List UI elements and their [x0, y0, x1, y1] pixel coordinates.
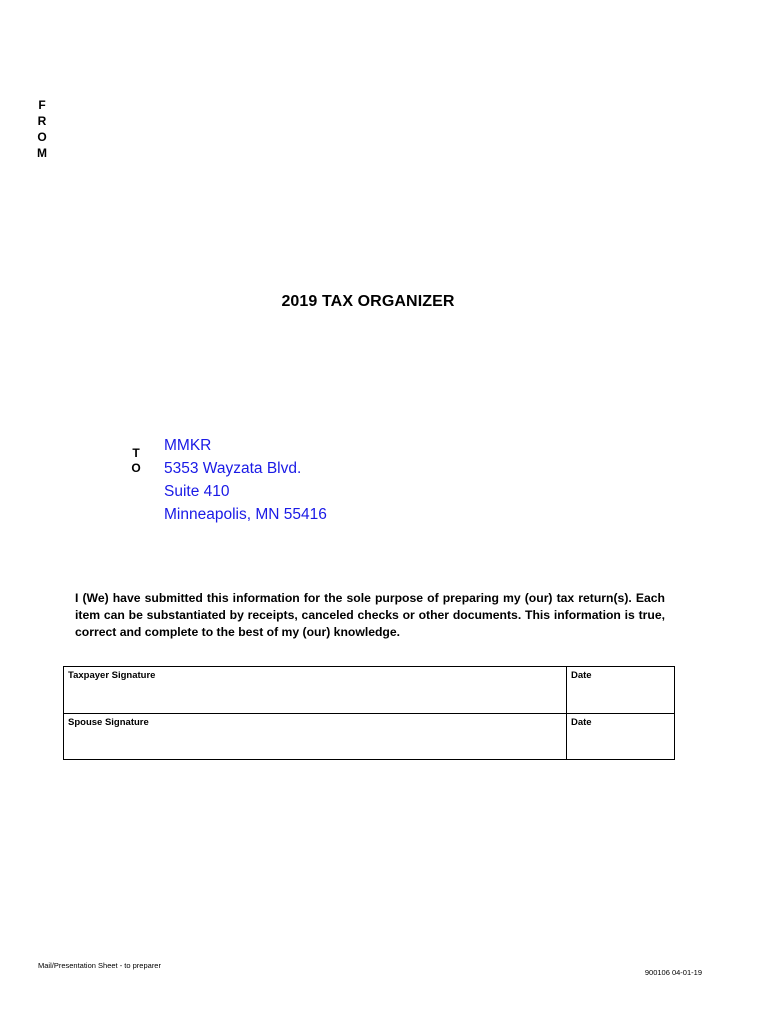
recipient-city-state-zip: Minneapolis, MN 55416 — [164, 506, 327, 523]
from-letter: M — [37, 146, 47, 160]
recipient-suite: Suite 410 — [164, 483, 230, 500]
taxpayer-signature-row — [64, 667, 674, 714]
spouse-signature-field[interactable] — [64, 714, 567, 760]
page-title: 2019 TAX ORGANIZER — [281, 293, 455, 310]
from-letter: F — [38, 98, 46, 112]
from-letter: R — [37, 114, 47, 128]
recipient-name: MMKR — [164, 437, 212, 454]
spouse-date-label: Date — [571, 717, 592, 728]
from-letter: O — [37, 130, 47, 144]
from-label — [35, 97, 49, 161]
to-letter: O — [131, 461, 141, 475]
footer-form-code: 900106 04-01-19 — [644, 968, 702, 977]
to-letter: T — [132, 446, 140, 460]
recipient-street: 5353 Wayzata Blvd. — [164, 460, 302, 477]
spouse-date-field[interactable] — [567, 714, 674, 760]
taxpayer-date-field[interactable] — [567, 667, 674, 713]
signature-table — [63, 666, 675, 760]
taxpayer-signature-label: Taxpayer Signature — [68, 670, 156, 681]
taxpayer-date-label: Date — [571, 670, 592, 681]
spouse-signature-row — [64, 714, 674, 760]
spouse-signature-label: Spouse Signature — [68, 717, 149, 728]
certification-statement: I (We) have submitted this information for the sole purpose of preparing my (our) tax return(s). Each item can be substantiated by receipts, canceled checks or other documents. This information is true, correct and complete to the best of my (our) knowledge. — [75, 591, 665, 639]
taxpayer-signature-field[interactable] — [64, 667, 567, 713]
to-label — [129, 446, 143, 476]
recipient-address — [164, 434, 327, 526]
footer-form-description: Mail/Presentation Sheet - to preparer — [38, 961, 161, 970]
